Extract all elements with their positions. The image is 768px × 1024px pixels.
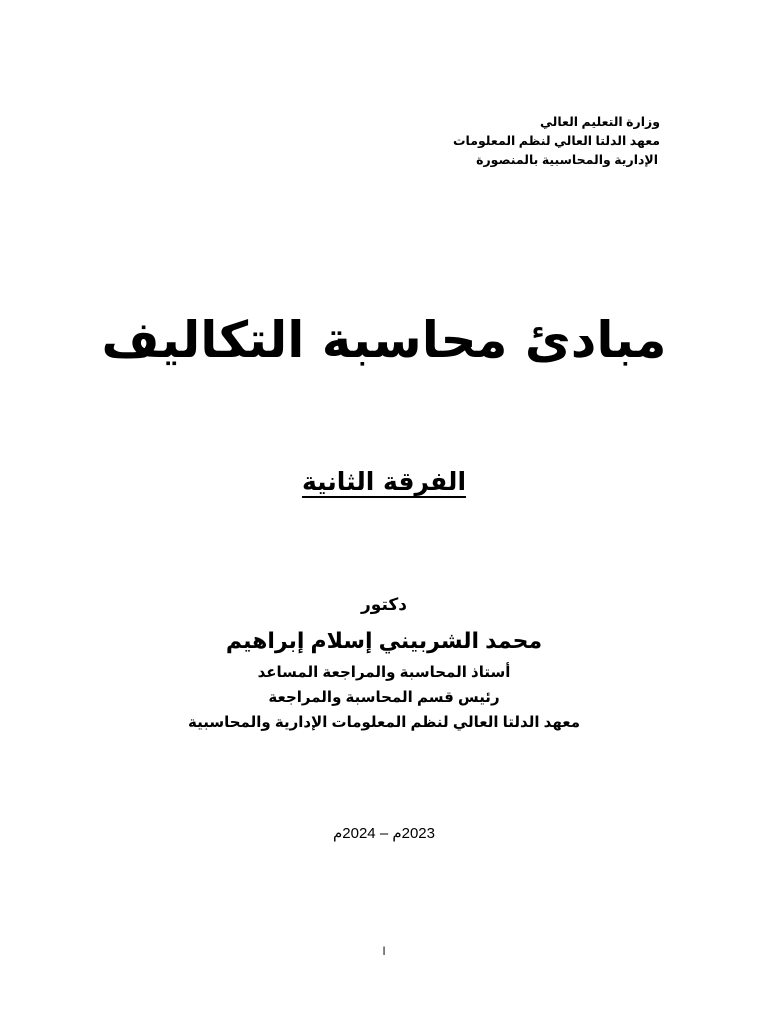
grade-level-text: الفرقة الثانية bbox=[301, 467, 467, 496]
academic-year: 2023م – 2024م bbox=[332, 825, 435, 842]
institute-name: معهد الدلتا العالي لنظم المعلومات bbox=[452, 134, 660, 148]
institute-name-continued: الإدارية والمحاسبية بالمنصورة bbox=[476, 153, 658, 167]
institution-header bbox=[400, 113, 660, 170]
ministry-name: وزارة التعليم العالي bbox=[540, 115, 660, 129]
author-department: رئيس قسم المحاسبة والمراجعة bbox=[268, 689, 500, 706]
author-institute: معهد الدلتا العالي لنظم المعلومات الإدارية والمحاسبية bbox=[188, 714, 580, 731]
author-role: أستاذ المحاسبة والمراجعة المساعد bbox=[257, 664, 511, 681]
author-title: دكتور bbox=[361, 595, 407, 614]
author-block bbox=[0, 592, 768, 735]
page-number: ا bbox=[382, 946, 386, 958]
grade-level bbox=[0, 462, 768, 502]
document-title: مبادئ محاسبة التكاليف bbox=[101, 311, 667, 369]
author-name: محمد الشربيني إسلام إبراهيم bbox=[225, 628, 543, 653]
